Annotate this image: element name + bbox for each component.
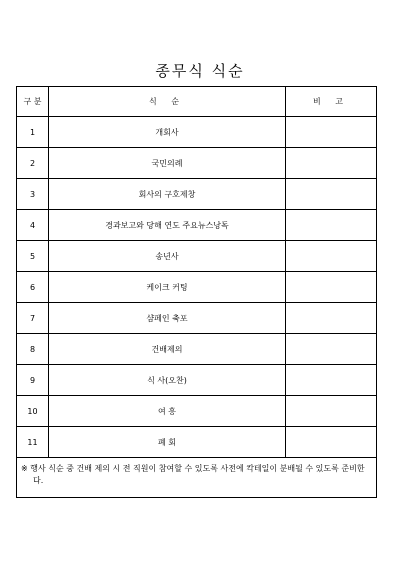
row-number: 6 (17, 272, 49, 303)
table-row (17, 365, 377, 396)
note-cell (17, 458, 377, 498)
row-remarks (286, 334, 377, 365)
table-row (17, 179, 377, 210)
row-item: 건배제의 (49, 334, 286, 365)
note-row (17, 458, 377, 498)
program-table (16, 86, 377, 498)
row-remarks (286, 365, 377, 396)
row-item: 케이크 커팅 (49, 272, 286, 303)
row-remarks (286, 210, 377, 241)
table-header-row (17, 87, 377, 117)
row-item: 식 사(오찬) (49, 365, 286, 396)
row-remarks (286, 148, 377, 179)
row-remarks (286, 117, 377, 148)
row-item: 여 흥 (49, 396, 286, 427)
row-item: 회사의 구호제창 (49, 179, 286, 210)
row-item: 송년사 (49, 241, 286, 272)
row-remarks (286, 396, 377, 427)
row-number: 4 (17, 210, 49, 241)
table-row (17, 334, 377, 365)
header-no: 구 분 (17, 87, 49, 117)
row-number: 10 (17, 396, 49, 427)
row-number: 2 (17, 148, 49, 179)
table-row (17, 148, 377, 179)
table-row (17, 396, 377, 427)
header-item: 식 순 (49, 87, 286, 117)
row-remarks (286, 272, 377, 303)
row-item: 국민의례 (49, 148, 286, 179)
row-number: 8 (17, 334, 49, 365)
table-row (17, 210, 377, 241)
row-item: 개회사 (49, 117, 286, 148)
row-item: 폐 회 (49, 427, 286, 458)
note-text: ※ 행사 식순 중 건배 제의 시 전 직원이 참여할 수 있도록 사전에 칵테일이 분배될 수 있도록 준비한다. (21, 464, 365, 485)
document-title: 종무식 식순 (155, 62, 245, 80)
table-row (17, 303, 377, 334)
table-row (17, 117, 377, 148)
row-remarks (286, 427, 377, 458)
row-number: 1 (17, 117, 49, 148)
row-remarks (286, 179, 377, 210)
row-remarks (286, 303, 377, 334)
table-row (17, 241, 377, 272)
header-remarks: 비 고 (286, 87, 377, 117)
row-item: 샴페인 축포 (49, 303, 286, 334)
row-remarks (286, 241, 377, 272)
row-number: 9 (17, 365, 49, 396)
row-number: 11 (17, 427, 49, 458)
table-row (17, 272, 377, 303)
row-number: 5 (17, 241, 49, 272)
row-number: 7 (17, 303, 49, 334)
row-item: 경과보고와 당해 연도 주요뉴스낭독 (49, 210, 286, 241)
row-number: 3 (17, 179, 49, 210)
table-row (17, 427, 377, 458)
